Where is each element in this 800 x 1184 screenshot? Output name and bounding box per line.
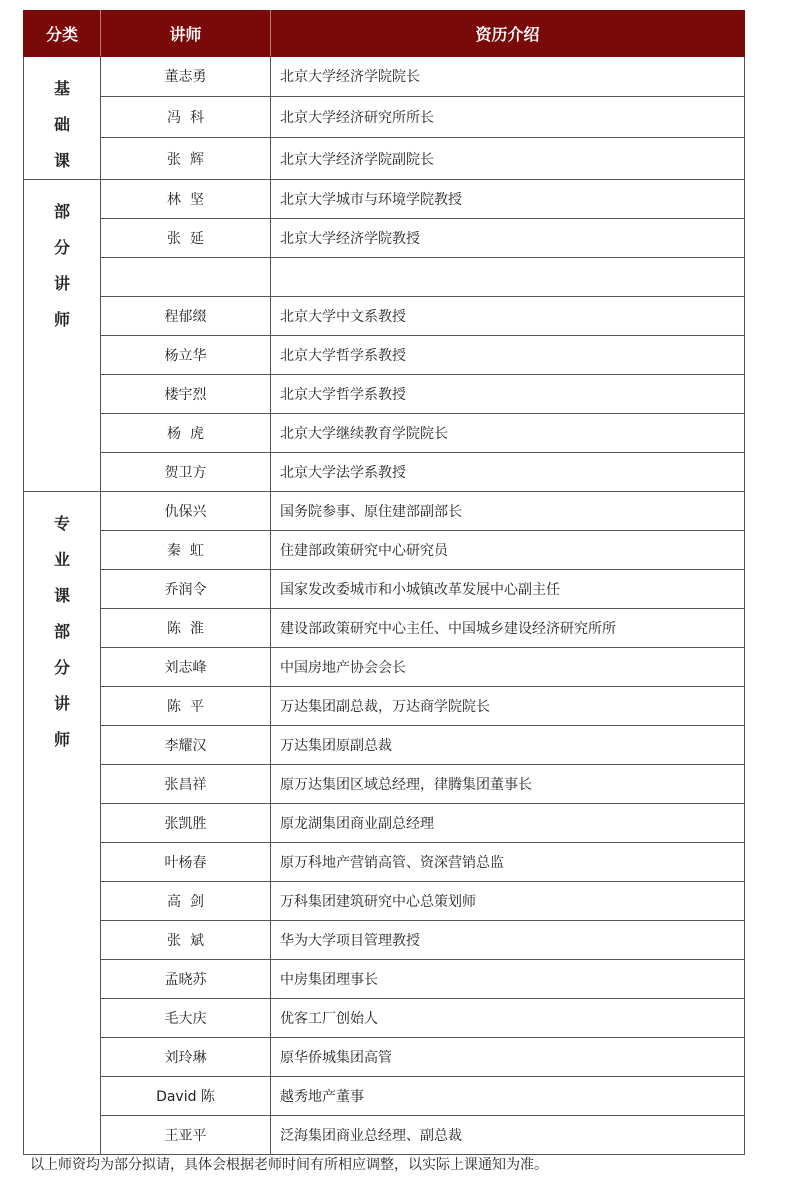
- category-label: 部分讲师: [53, 202, 70, 329]
- teacher-bio: 泛海集团商业总经理、副总裁: [271, 1116, 745, 1155]
- faculty-table: [23, 10, 745, 1155]
- teacher-bio: 原万达集团区域总经理，律腾集团董事长: [271, 765, 745, 804]
- teacher-bio: 中国房地产协会会长: [271, 648, 745, 687]
- teacher-name: [101, 258, 271, 297]
- table-row: [24, 258, 745, 297]
- table-row: [24, 414, 745, 453]
- teacher-name: 张 辉: [101, 138, 271, 180]
- teacher-name: 程郁缀: [101, 297, 271, 336]
- teacher-name: 陈 平: [101, 687, 271, 726]
- table-row: [24, 765, 745, 804]
- table-row: [24, 1116, 745, 1155]
- teacher-name: 张凯胜: [101, 804, 271, 843]
- teacher-name: 林 坚: [101, 180, 271, 219]
- category-cell: [24, 180, 101, 492]
- header-bio: 资历介绍: [271, 11, 745, 57]
- teacher-bio: 北京大学经济学院副院长: [271, 138, 745, 180]
- table-row: [24, 999, 745, 1038]
- teacher-bio: 北京大学经济学院教授: [271, 219, 745, 258]
- teacher-name: 杨立华: [101, 336, 271, 375]
- table-row: [24, 180, 745, 219]
- table-row: [24, 336, 745, 375]
- teacher-bio: 建设部政策研究中心主任、中国城乡建设经济研究所所: [271, 609, 745, 648]
- teacher-name: 高 剑: [101, 882, 271, 921]
- teacher-bio: 万科集团建筑研究中心总策划师: [271, 882, 745, 921]
- table-row: [24, 804, 745, 843]
- teacher-name: 刘志峰: [101, 648, 271, 687]
- teacher-name: 刘玲琳: [101, 1038, 271, 1077]
- teacher-name: 孟晓苏: [101, 960, 271, 999]
- table-row: [24, 138, 745, 180]
- teacher-bio: 住建部政策研究中心研究员: [271, 531, 745, 570]
- table-row: [24, 1038, 745, 1077]
- table-row: [24, 960, 745, 999]
- teacher-bio: [271, 258, 745, 297]
- table-row: [24, 921, 745, 960]
- teacher-bio: 北京大学哲学系教授: [271, 336, 745, 375]
- table-row: [24, 297, 745, 336]
- table-row: [24, 531, 745, 570]
- teacher-name: 杨 虎: [101, 414, 271, 453]
- category-label: 专业课部分讲师: [53, 514, 70, 749]
- header-category: 分类: [24, 11, 101, 57]
- teacher-bio: 北京大学经济研究所所长: [271, 96, 745, 138]
- table-row: [24, 219, 745, 258]
- table-row: [24, 609, 745, 648]
- table-row: [24, 57, 745, 97]
- teacher-name: 冯 科: [101, 96, 271, 138]
- table-row: [24, 570, 745, 609]
- teacher-name: 张 延: [101, 219, 271, 258]
- category-cell: [24, 57, 101, 180]
- teacher-name: 楼宇烈: [101, 375, 271, 414]
- teacher-name: 董志勇: [101, 57, 271, 97]
- teacher-bio: 万达集团原副总裁: [271, 726, 745, 765]
- teacher-name: 陈 淮: [101, 609, 271, 648]
- teacher-bio: 北京大学中文系教授: [271, 297, 745, 336]
- teacher-bio: 越秀地产董事: [271, 1077, 745, 1116]
- teacher-name: 叶杨春: [101, 843, 271, 882]
- teacher-bio: 北京大学法学系教授: [271, 453, 745, 492]
- teacher-name: 乔润令: [101, 570, 271, 609]
- teacher-bio: 北京大学城市与环境学院教授: [271, 180, 745, 219]
- teacher-bio: 原华侨城集团高管: [271, 1038, 745, 1077]
- teacher-name: David 陈: [101, 1077, 271, 1116]
- table-row: [24, 687, 745, 726]
- table-row: [24, 882, 745, 921]
- table-body: [24, 57, 745, 1155]
- table-row: [24, 492, 745, 531]
- teacher-bio: 北京大学哲学系教授: [271, 375, 745, 414]
- table-row: [24, 648, 745, 687]
- teacher-name: 张昌祥: [101, 765, 271, 804]
- teacher-name: 王亚平: [101, 1116, 271, 1155]
- teacher-bio: 北京大学经济学院院长: [271, 57, 745, 97]
- teacher-bio: 优客工厂创始人: [271, 999, 745, 1038]
- teacher-bio: 中房集团理事长: [271, 960, 745, 999]
- teacher-bio: 万达集团副总裁，万达商学院院长: [271, 687, 745, 726]
- teacher-name: 毛大庆: [101, 999, 271, 1038]
- table-row: [24, 453, 745, 492]
- teacher-bio: 原万科地产营销高管、资深营销总监: [271, 843, 745, 882]
- table-row: [24, 1077, 745, 1116]
- category-label: 基础课: [53, 79, 70, 170]
- teacher-bio: 华为大学项目管理教授: [271, 921, 745, 960]
- table-row: [24, 843, 745, 882]
- table-row: [24, 726, 745, 765]
- teacher-bio: 国家发改委城市和小城镇改革发展中心副主任: [271, 570, 745, 609]
- teacher-bio: 原龙湖集团商业副总经理: [271, 804, 745, 843]
- category-cell: [24, 492, 101, 1155]
- header-teacher: 讲师: [101, 11, 271, 57]
- table-row: [24, 375, 745, 414]
- teacher-bio: 北京大学继续教育学院院长: [271, 414, 745, 453]
- teacher-name: 秦 虹: [101, 531, 271, 570]
- teacher-name: 仇保兴: [101, 492, 271, 531]
- footnote: 以上师资均为部分拟请，具体会根据老师时间有所相应调整，以实际上课通知为准。: [30, 1157, 548, 1173]
- teacher-bio: 国务院参事、原住建部副部长: [271, 492, 745, 531]
- teacher-name: 张 斌: [101, 921, 271, 960]
- teacher-name: 贺卫方: [101, 453, 271, 492]
- table-row: [24, 96, 745, 138]
- table-header-row: [24, 11, 745, 57]
- teacher-name: 李耀汉: [101, 726, 271, 765]
